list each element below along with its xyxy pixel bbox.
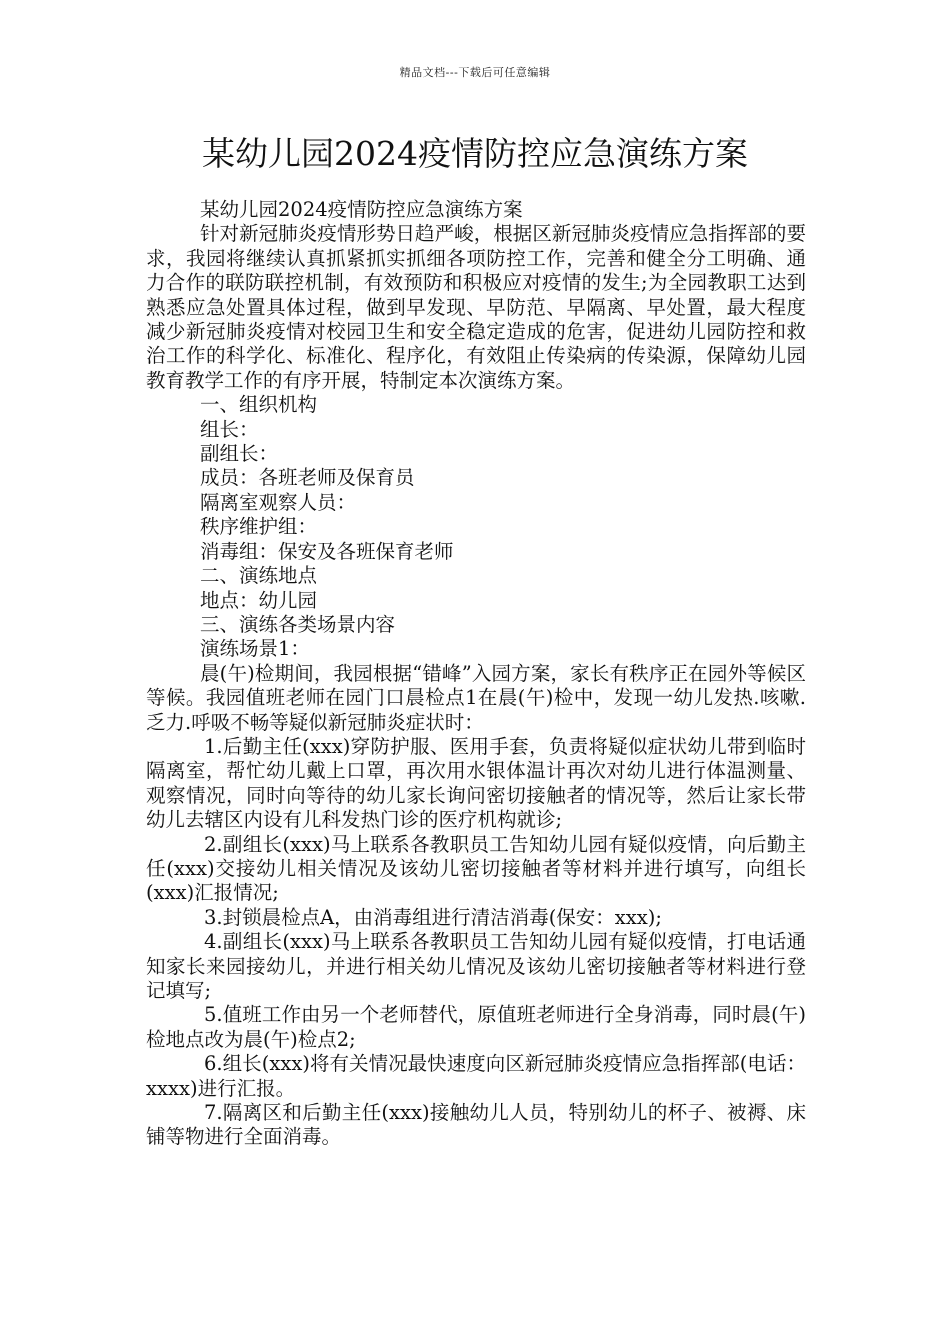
procedure-item-5: 5.值班工作由另一个老师替代，原值班老师进行全身消毒，同时晨(午)检地点改为晨(午)检点2; (146, 1003, 806, 1051)
document-body (146, 198, 806, 1150)
procedure-item-2: 2.副组长(xxx)马上联系各教职员工告知幼儿园有疑似疫情，向后勤主任(xxx)交接幼儿相关情况及该幼儿密切接触者等材料并进行填写，向组长(xxx)汇报情况; (146, 832, 806, 905)
section-heading-scenarios: 三、演练各类场景内容 (200, 612, 396, 636)
procedure-item-4: 4.副组长(xxx)马上联系各教职员工告知幼儿园有疑似疫情，打电话通知家长来园接幼儿，并进行相关幼儿情况及该幼儿密切接触者等材料进行登记填写; (146, 930, 806, 1002)
org-line-deputy-leader: 副组长： (200, 442, 279, 466)
org-line-isolation-observers: 隔离室观察人员： (200, 490, 357, 514)
scene-description: 晨(午)检期间，我园根据“错峰”入园方案，家长有秩序正在园外等候区等候。我园值班老师在园门口晨检点1在晨(午)检中，发现一幼儿发热.咳嗽.乏力.呼吸不畅等疑似新冠肺炎症状时： (146, 661, 806, 734)
scene-label: 演练场景1： (200, 637, 310, 661)
procedure-item-3: 3.封锁晨检点A，由消毒组进行清洁消毒(保安：xxx); (204, 905, 662, 929)
procedure-item-7: 7.隔离区和后勤主任(xxx)接触幼儿人员，特别幼儿的杯子、被褥、床铺等物进行全面消毒。 (146, 1101, 806, 1149)
org-line-order-group: 秩序维护组： (200, 515, 318, 539)
location-line: 地点：幼儿园 (200, 588, 318, 612)
intro-paragraph: 针对新冠肺炎疫情形势日趋严峻，根据区新冠肺炎疫情应急指挥部的要求，我园将继续认真抓紧抓实抓细各项防控工作，完善和健全分工明确、通力合作的联防联控机制，有效预防和积极应对疫情的发生;为全园教职工达到熟悉应急处置具体过程，做到早发现、早防范、早隔离、早处置，最大程度减少新冠肺炎疫情对校园卫生和安全稳定造成的危害，促进幼儿园防控和救治工作的科学化、标准化、程序化，有效阻止传染病的传染源，保障幼儿园教育教学工作的有序开展，特制定本次演练方案。 (146, 222, 806, 392)
subtitle-line: 某幼儿园2024疫情防控应急演练方案 (200, 198, 523, 221)
org-line-members: 成员：各班老师及保育员 (200, 466, 415, 490)
section-heading-location: 二、演练地点 (200, 564, 318, 588)
org-line-disinfection-group: 消毒组：保安及各班保育老师 (200, 539, 454, 563)
procedure-item-6: 6.组长(xxx)将有关情况最快速度向区新冠肺炎疫情应急指挥部(电话：xxxx)进行汇报。 (146, 1052, 806, 1100)
document-title: 某幼儿园2024疫情防控应急演练方案 (202, 134, 748, 173)
procedure-item-1: 1.后勤主任(xxx)穿防护服、医用手套，负责将疑似症状幼儿带到临时隔离室，帮忙幼儿戴上口罩，再次用水银体温计再次对幼儿进行体温测量、观察情况，同时向等待的幼儿家长询问密切接触者的情况等，然后让家长带幼儿去辖区内设有儿科发热门诊的医疗机构就诊; (146, 734, 806, 832)
org-line-leader: 组长： (200, 417, 259, 441)
section-heading-organization: 一、组织机构 (200, 393, 318, 417)
header-note: 精品文档---下载后可任意编辑 (399, 66, 551, 79)
